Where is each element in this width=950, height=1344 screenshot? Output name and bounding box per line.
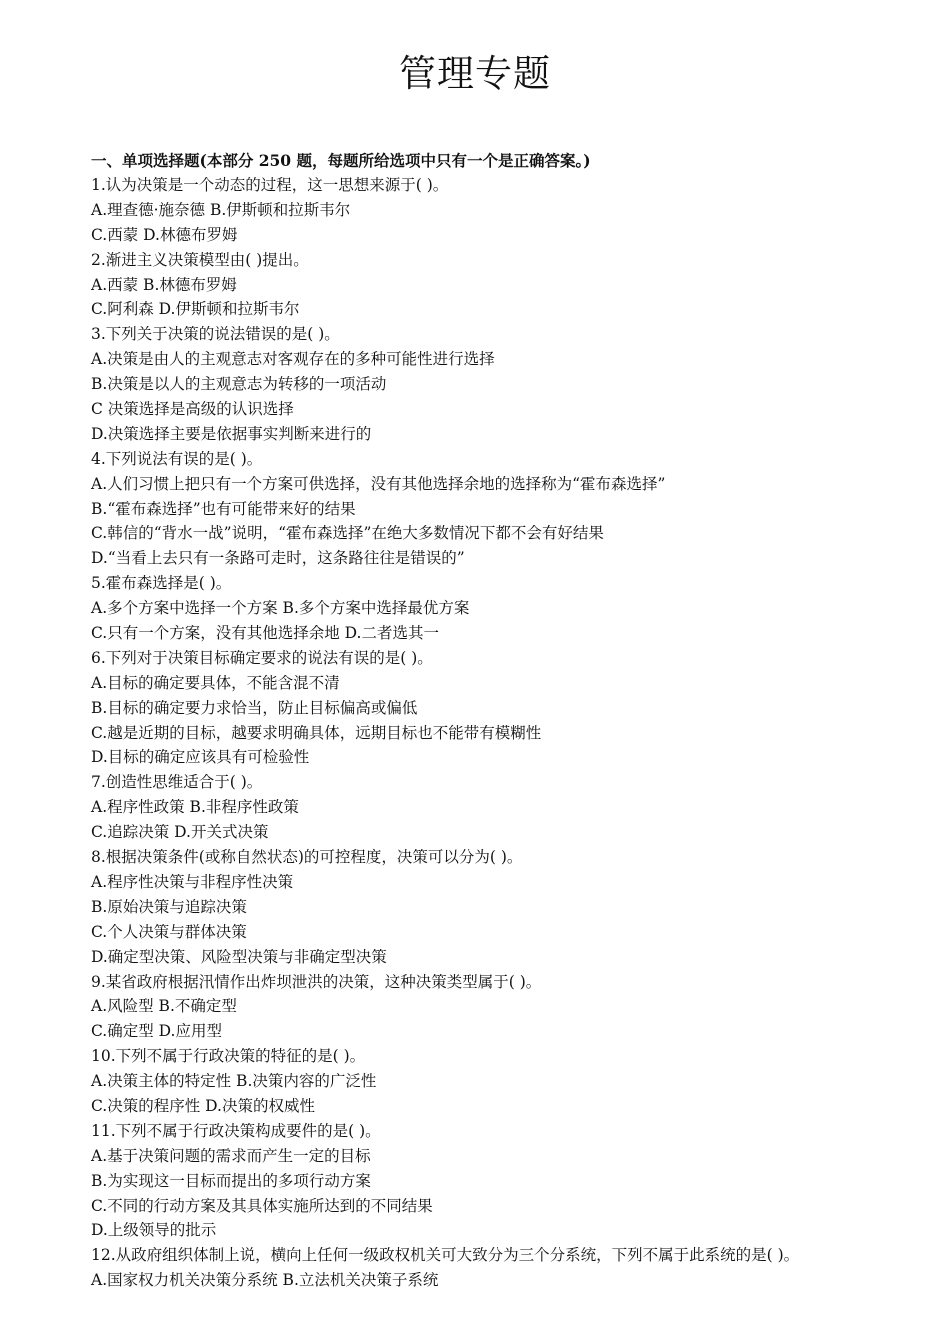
document-title: 管理专题 xyxy=(399,52,551,95)
text-line: C.阿利森 D.伊斯顿和拉斯韦尔 xyxy=(91,300,300,319)
text-line: C.追踪决策 D.开关式决策 xyxy=(91,823,269,842)
text-line: 5.霍布森选择是( )。 xyxy=(91,574,232,593)
text-line: D.确定型决策、风险型决策与非确定型决策 xyxy=(91,947,387,966)
text-line: 4.下列说法有误的是( )。 xyxy=(91,449,263,468)
text-line: 3.下列关于决策的说法错误的是( )。 xyxy=(91,325,340,344)
text-line: D.决策选择主要是依据事实判断来进行的 xyxy=(91,424,372,443)
text-line: 6.下列对于决策目标确定要求的说法有误的是( )。 xyxy=(91,648,433,667)
text-line: 9.某省政府根据汛情作出炸坝泄洪的决策，这种决策类型属于( )。 xyxy=(91,972,542,991)
text-line: A.西蒙 B.林德布罗姆 xyxy=(91,275,237,294)
text-line: C.个人决策与群体决策 xyxy=(91,922,247,941)
text-line: B.原始决策与追踪决策 xyxy=(91,897,247,916)
text-line: A.决策主体的特定性 B.决策内容的广泛性 xyxy=(91,1072,377,1091)
text-line: C 决策选择是高级的认识选择 xyxy=(91,400,294,419)
text-line: A.理查德·施奈德 B.伊斯顿和拉斯韦尔 xyxy=(91,200,351,219)
text-line: A.决策是由人的主观意志对客观存在的多种可能性进行选择 xyxy=(91,350,495,369)
text-line: A.国家权力机关决策分系统 B.立法机关决策子系统 xyxy=(91,1271,439,1290)
text-line: C.确定型 D.应用型 xyxy=(91,1022,222,1041)
text-line: 10.下列不属于行政决策的特征的是( )。 xyxy=(91,1047,366,1066)
document-body xyxy=(91,148,921,1293)
text-line: A.程序性政策 B.非程序性政策 xyxy=(91,798,299,817)
text-line: D.目标的确定应该具有可检验性 xyxy=(91,748,310,767)
text-line: C.越是近期的目标，越要求明确具体，远期目标也不能带有模糊性 xyxy=(91,723,542,742)
text-line: 12.从政府组织体制上说，横向上任何一级政权机关可大致分为三个分系统，下列不属于此系统的是( )。 xyxy=(91,1246,800,1265)
text-line: B.目标的确定要力求恰当，防止目标偏高或偏低 xyxy=(91,698,418,717)
text-line: C.韩信的“背水一战”说明，“霍布森选择”在绝大多数情况下都不会有好结果 xyxy=(91,524,604,543)
text-line: 11.下列不属于行政决策构成要件的是( )。 xyxy=(91,1121,381,1140)
text-line: A.程序性决策与非程序性决策 xyxy=(91,872,294,891)
section-heading: 一、单项选择题(本部分 250 题，每题所给选项中只有一个是正确答案。) xyxy=(91,151,591,170)
text-line: 8.根据决策条件(或称自然状态)的可控程度，决策可以分为( )。 xyxy=(91,848,523,867)
text-line: C.只有一个方案，没有其他选择余地 D.二者选其一 xyxy=(91,624,439,643)
text-line: A.人们习惯上把只有一个方案可供选择，没有其他选择余地的选择称为“霍布森选择” xyxy=(91,474,666,493)
text-line: 1.认为决策是一个动态的过程，这一思想来源于( )。 xyxy=(91,176,449,194)
text-line: A.风险型 B.不确定型 xyxy=(91,997,237,1016)
text-line: A.基于决策问题的需求而产生一定的目标 xyxy=(91,1146,371,1165)
text-line: 2.渐进主义决策模型由( )提出。 xyxy=(91,250,309,269)
text-line: A.多个方案中选择一个方案 B.多个方案中选择最优方案 xyxy=(91,599,470,618)
text-line: B.“霍布森选择”也有可能带来好的结果 xyxy=(91,499,356,518)
text-line: C.西蒙 D.林德布罗姆 xyxy=(91,225,238,244)
text-line: A.目标的确定要具体，不能含混不清 xyxy=(91,673,340,692)
text-line: D.上级领导的批示 xyxy=(91,1221,217,1240)
text-line: C.决策的程序性 D.决策的权威性 xyxy=(91,1096,315,1115)
text-line: D.“当看上去只有一条路可走时，这条路往往是错误的” xyxy=(91,549,465,568)
text-line: B.决策是以人的主观意志为转移的一项活动 xyxy=(91,375,387,394)
text-line: B.为实现这一目标而提出的多项行动方案 xyxy=(91,1171,371,1190)
text-line: C.不同的行动方案及其具体实施所达到的不同结果 xyxy=(91,1196,433,1215)
text-line: 7.创造性思维适合于( )。 xyxy=(91,773,263,792)
